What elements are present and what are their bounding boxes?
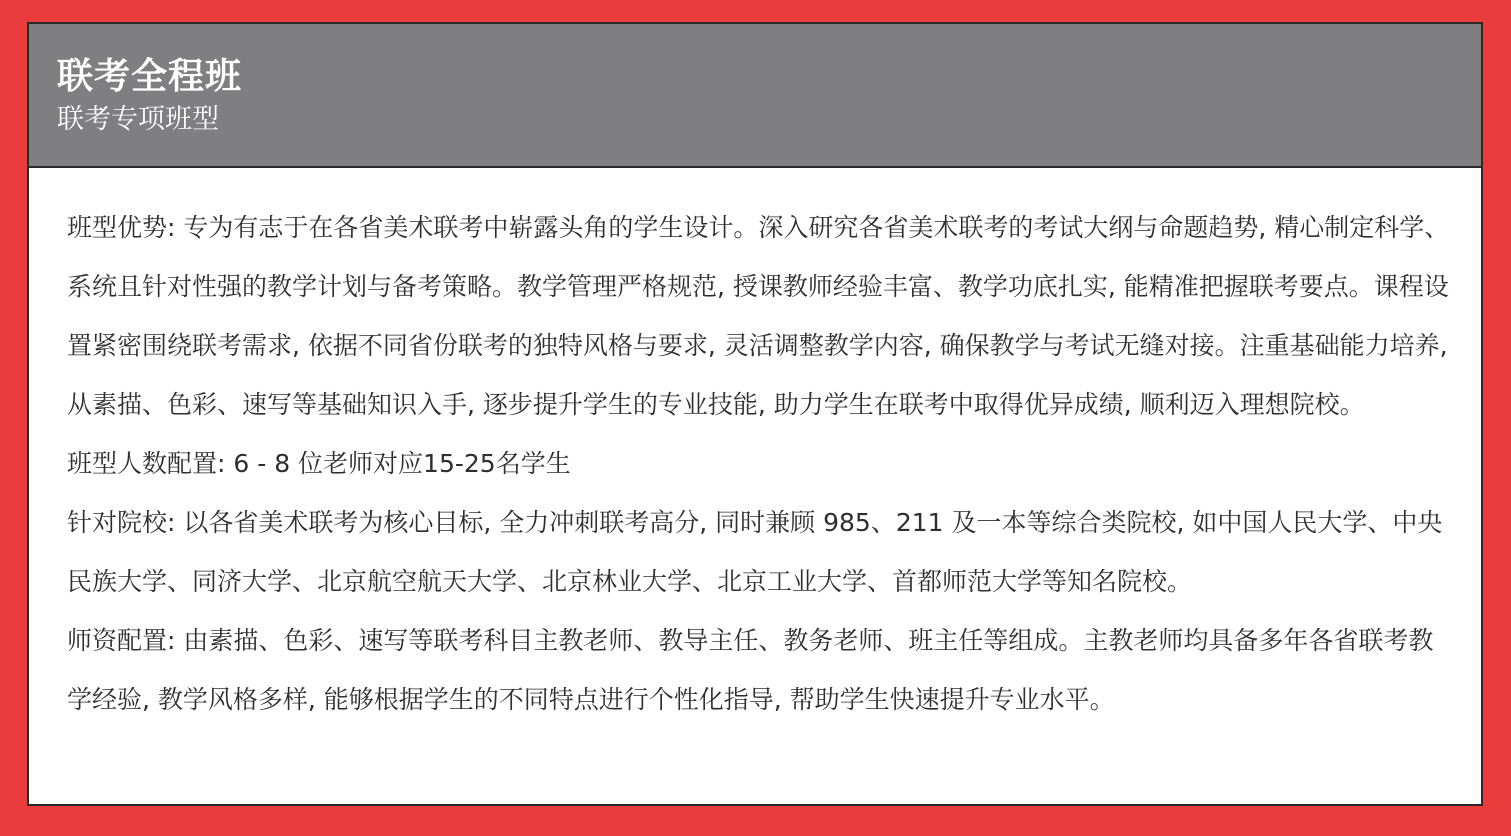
course-title: 联考全程班 xyxy=(57,56,243,97)
class-size-paragraph: 班型人数配置: 6 - 8 位老师对应15-25名学生 xyxy=(67,449,571,478)
target-schools-paragraph: 针对院校: 以各省美术联考为核心目标, 全力冲刺联考高分, 同时兼顾 985、211 及一本等综合类院校, 如中国人民大学、中央民族大学、同济大学、北京航空航天大学、北京林业大学、北京工业大学、首都师范大学等知名院校。 xyxy=(67,508,1443,596)
teachers-paragraph: 师资配置: 由素描、色彩、速写等联考科目主教老师、教导主任、教务老师、班主任等组成。主教老师均具备多年各省联考教学经验, 教学风格多样, 能够根据学生的不同特点进行个性化指导, 帮助学生快速提升专业水平。 xyxy=(67,626,1434,714)
advantage-paragraph: 班型优势: 专为有志于在各省美术联考中崭露头角的学生设计。深入研究各省美术联考的考试大纲与命题趋势, 精心制定科学、系统且针对性强的教学计划与备考策略。教学管理严格规范, 授课教师经验丰富、教学功底扎实, 能精准把握联考要点。课程设置紧密围绕联考需求, 依据不同省份联考的独特风格与要求, 灵活调整教学内容, 确保教学与考试无缝对接。注重基础能力培养, 从素描、色彩、速写等基础知识入手, 逐步提升学生的专业技能, 助力学生在联考中取得优异成绩, 顺利迈入理想院校。 xyxy=(67,213,1450,419)
course-card xyxy=(27,22,1483,806)
course-subtitle: 联考专项班型 xyxy=(57,104,219,135)
card-body xyxy=(29,168,1481,729)
card-header xyxy=(29,24,1481,168)
